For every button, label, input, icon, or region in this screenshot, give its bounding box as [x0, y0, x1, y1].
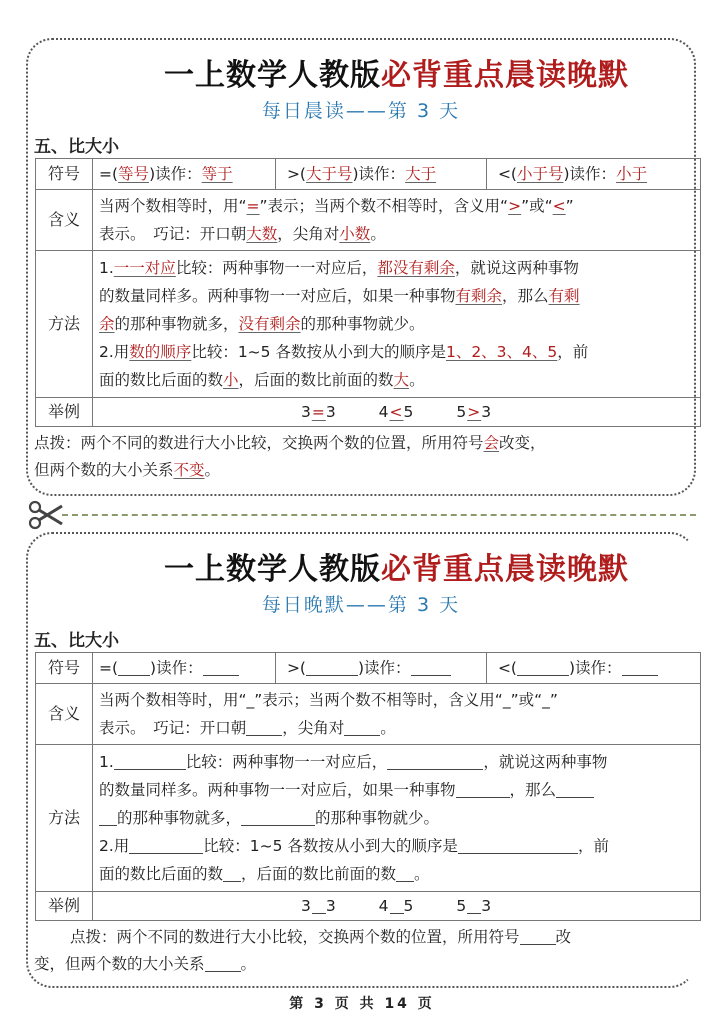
meaning-row — [36, 190, 701, 251]
blank[interactable] — [556, 779, 594, 798]
blank[interactable] — [520, 926, 556, 945]
method-text: 1. 比较：两种事物一一对应后， ，就说这两种事物 的数量同样多。两种事物一一对应后，如果一种事物 ，那么 的那种事物就多， 的那种事物就少。 2.用 比较：1~5 各数按从小到大的顺序是 ，前 面的数比后面的数 ，后面的数比前面的数 。 — [93, 745, 701, 892]
blank[interactable] — [203, 657, 239, 676]
label-symbol: 符号 — [36, 159, 93, 190]
evening-subtitle: 每日晚默——第 3 天 — [261, 594, 461, 616]
blank[interactable] — [114, 751, 186, 770]
morning-table — [35, 158, 701, 427]
label-method: 方法 — [36, 251, 93, 398]
evening-tip: 点拨：两个不同的数进行大小比较，交换两个数的位置，所用符号 改 变，但两个数的大小关系 。 — [34, 928, 572, 973]
blank[interactable] — [390, 895, 404, 914]
label-meaning: 含义 — [36, 190, 93, 251]
label-method: 方法 — [36, 745, 93, 892]
blank[interactable] — [387, 751, 483, 770]
example-text — [93, 398, 701, 427]
example-item: 5 3 — [456, 897, 493, 915]
cut-line — [62, 514, 696, 516]
symbol-less: <(小于号)读作：小于 — [487, 159, 701, 190]
blank[interactable] — [517, 657, 569, 676]
method-text: 1.一一对应比较：两种事物一一对应后，都没有剩余，就说这两种事物 的数量同样多。两种事物一一对应后，如果一种事物有剩余，那么有剩 余的那种事物就多，没有剩余的那种事物就少。 2.用数的顺序比较：1~5 各数按从小到大的顺序是1、2、3、4、5，前 面的数比后面的数小，后面的数比前面的数大。 — [93, 251, 701, 398]
page-title: 一上数学人教版必背重点晨读晚默 — [164, 58, 629, 93]
blank[interactable] — [205, 953, 241, 972]
scissors-icon — [28, 500, 64, 530]
meaning-text: 当两个数相等时，用“_”表示；当两个数不相等时，含义用“_”或“_” 表示。 巧记：开口朝 ，尖角对 。 — [93, 684, 701, 745]
label-example: 举例 — [36, 892, 93, 921]
blank[interactable] — [129, 835, 203, 854]
morning-tip: 点拨：两个不同的数进行大小比较，交换两个数的位置，所用符号会改变， 但两个数的大小关系不变。 — [34, 434, 546, 479]
example-row — [36, 892, 701, 921]
example-row — [36, 398, 701, 427]
blank[interactable] — [306, 657, 358, 676]
section-heading: 五、比大小 — [34, 631, 119, 651]
symbol-row — [36, 159, 701, 190]
blank[interactable] — [99, 807, 117, 826]
blank[interactable] — [456, 779, 510, 798]
morning-subtitle: 每日晨读——第 3 天 — [261, 100, 461, 122]
blank[interactable] — [622, 657, 658, 676]
method-row — [36, 251, 701, 398]
symbol-equal: =(等号)读作：等于 — [93, 159, 276, 190]
blank[interactable] — [344, 717, 380, 736]
blank[interactable] — [118, 657, 150, 676]
section-heading: 五、比大小 — [34, 137, 119, 157]
blank[interactable] — [241, 807, 315, 826]
blank[interactable] — [467, 895, 481, 914]
morning-card — [26, 38, 696, 496]
meaning-text: 当两个数相等时，用“=”表示；当两个数不相等时，含义用“>”或“<” 表示。 巧记：开口朝大数，尖角对小数。 — [93, 190, 701, 251]
meaning-row — [36, 684, 701, 745]
example-item: 3=3 — [300, 403, 337, 421]
example-item: 5>3 — [456, 403, 493, 421]
blank[interactable] — [411, 657, 451, 676]
blank[interactable] — [246, 717, 282, 736]
page-number: 第 3 页 共 14 页 — [289, 996, 435, 1012]
symbol-less: <( )读作： — [487, 653, 701, 684]
page-title: 一上数学人教版必背重点晨读晚默 — [164, 552, 629, 587]
label-example: 举例 — [36, 398, 93, 427]
example-item: 4<5 — [378, 403, 415, 421]
method-row — [36, 745, 701, 892]
blank[interactable] — [458, 835, 578, 854]
label-meaning: 含义 — [36, 684, 93, 745]
blank[interactable] — [223, 863, 241, 882]
example-text — [93, 892, 701, 921]
example-item: 4 5 — [378, 897, 415, 915]
example-item: 3 3 — [300, 897, 337, 915]
blank[interactable] — [396, 863, 414, 882]
symbol-equal: =( )读作： — [93, 653, 276, 684]
label-symbol: 符号 — [36, 653, 93, 684]
evening-table — [35, 652, 701, 921]
symbol-greater: >( )读作： — [276, 653, 487, 684]
symbol-row — [36, 653, 701, 684]
symbol-greater: >(大于号)读作：大于 — [276, 159, 487, 190]
evening-card — [26, 532, 696, 988]
blank[interactable] — [312, 895, 326, 914]
